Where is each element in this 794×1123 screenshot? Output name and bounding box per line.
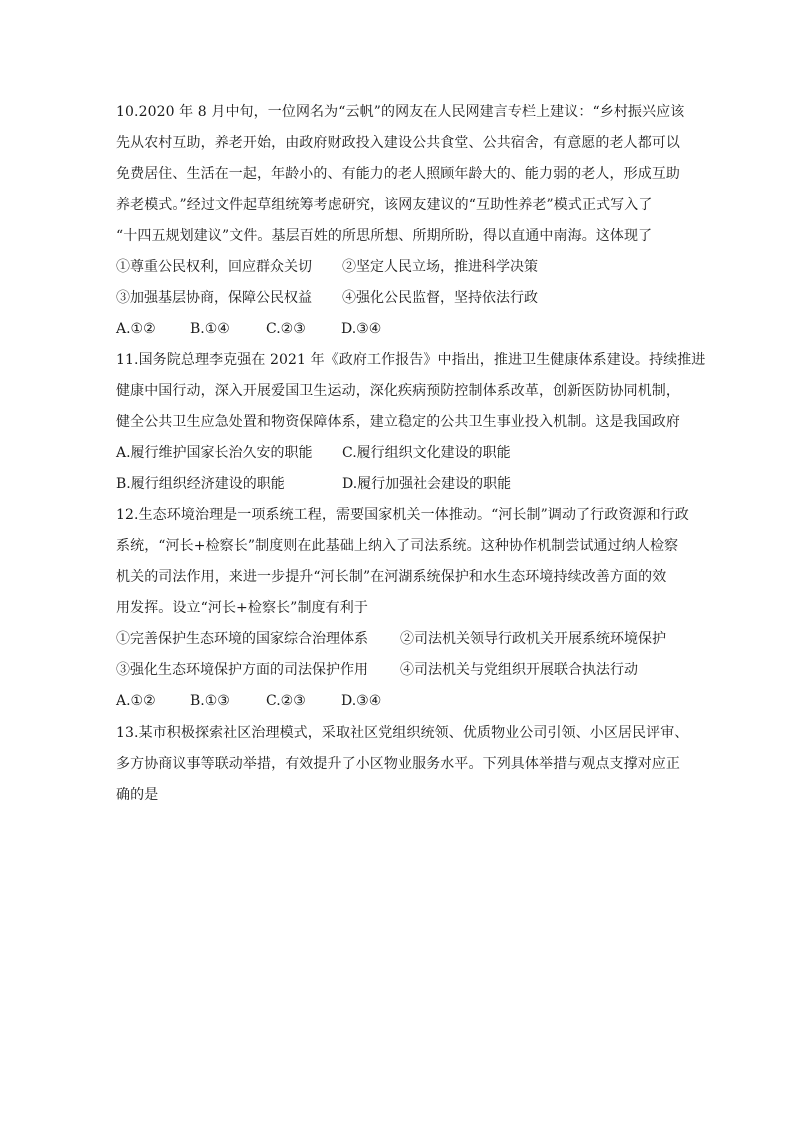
question-12-line-1: 12.生态环境治理是一项系统工程，需要国家机关一体推动。“河长制”调动了行政资源和行政	[116, 507, 689, 523]
question-10-line-4: 养老模式。”经过文件起草组统筹考虑研究，该网友建议的“互助性养老”模式正式写入了	[116, 197, 653, 213]
question-12-statement-3: ③强化生态环境保护方面的司法保护作用	[116, 662, 368, 678]
question-12-statement-4: ④司法机关与党组织开展联合执法行动	[400, 662, 638, 678]
question-11-line-2: 健康中国行动，深入开展爱国卫生运动，深化疾病预防控制体系改革，创新医防协同机制，	[116, 383, 680, 399]
question-12-line-3: 机关的司法作用，来进一步提升“河长制”在河湖系统保护和水生态环境持续改善方面的效	[116, 569, 667, 585]
question-10	[116, 97, 688, 345]
question-10-line-2: 先从农村互助，养老开始，由政府财政投入建设公共食堂、公共宿舍，有意愿的老人都可以	[116, 135, 680, 151]
question-10-statement-row-1	[116, 252, 688, 283]
question-11-option-a: A.履行维护国家长治久安的职能	[116, 445, 313, 461]
question-11-option-b: B.履行组织经济建设的职能	[116, 476, 285, 492]
question-10-choice-d: D.③④	[341, 321, 382, 337]
question-11-option-row-2	[116, 469, 688, 500]
question-11	[116, 345, 706, 500]
question-12-choice-d: D.③④	[341, 693, 382, 709]
question-10-line-3: 免费居住、生活在一起，年龄小的、有能力的老人照顾年龄大的、能力弱的老人，形成互助	[116, 166, 680, 182]
question-11-option-c: C.履行组织文化建设的职能	[342, 445, 511, 461]
question-12	[116, 500, 688, 717]
question-12-choice-b: B.①③	[190, 693, 230, 709]
question-10-choice-c: C.②③	[266, 321, 306, 337]
question-12-statement-row-1	[116, 624, 688, 655]
question-10-statement-2: ②坚定人民立场，推进科学决策	[342, 259, 538, 275]
question-10-choice-a: A.①②	[116, 321, 156, 337]
question-12-line-2: 系统，“河长+检察长”制度则在此基础上纳入了司法系统。这种协作机制尝试通过纳人检察	[116, 538, 679, 554]
question-13-line-1: 13.某市积极探索社区治理模式，采取社区党组织统领、优质物业公司引领、小区居民评审、	[116, 725, 689, 741]
question-13	[116, 718, 688, 811]
question-11-option-row-1	[116, 438, 688, 469]
question-12-choice-a: A.①②	[116, 693, 156, 709]
question-10-line-1: 10.2020 年 8 月中旬，一位网名为“云帆”的网友在人民网建言专栏上建议：“乡村振兴应该	[116, 104, 685, 120]
question-10-line-5: “十四五规划建议”文件。基层百姓的所思所想、所期所盼，得以直通中南海。这体现了	[116, 228, 653, 244]
question-12-choices	[116, 686, 688, 717]
question-12-line-4: 用发挥。设立“河长+检察长”制度有利于	[116, 600, 368, 616]
question-13-line-3: 确的是	[116, 787, 159, 803]
question-10-statement-1: ①尊重公民权利，回应群众关切	[116, 259, 312, 275]
question-12-statement-row-2	[116, 655, 688, 686]
question-12-statement-1: ①完善保护生态环境的国家综合治理体系	[116, 631, 368, 647]
question-10-statement-row-2	[116, 283, 688, 314]
question-12-choice-c: C.②③	[266, 693, 306, 709]
question-11-line-1: 11.国务院总理李克强在 2021 年《政府工作报告》中指出，推进卫生健康体系建设。持续推进	[116, 352, 706, 368]
question-12-statement-2: ②司法机关领导行政机关开展系统环境保护	[400, 631, 666, 647]
question-13-line-2: 多方协商议事等联动举措，有效提升了小区物业服务水平。下列具体举措与观点支撑对应正	[116, 756, 680, 772]
question-10-choices	[116, 314, 688, 345]
question-10-statement-4: ④强化公民监督，坚持依法行政	[342, 290, 538, 306]
question-11-line-3: 健全公共卫生应急处置和物资保障体系，建立稳定的公共卫生事业投入机制。这是我国政府	[116, 414, 680, 430]
question-10-statement-3: ③加强基层协商，保障公民权益	[116, 290, 312, 306]
question-10-choice-b: B.①④	[190, 321, 230, 337]
question-11-option-d: D.履行加强社会建设的职能	[342, 476, 512, 492]
